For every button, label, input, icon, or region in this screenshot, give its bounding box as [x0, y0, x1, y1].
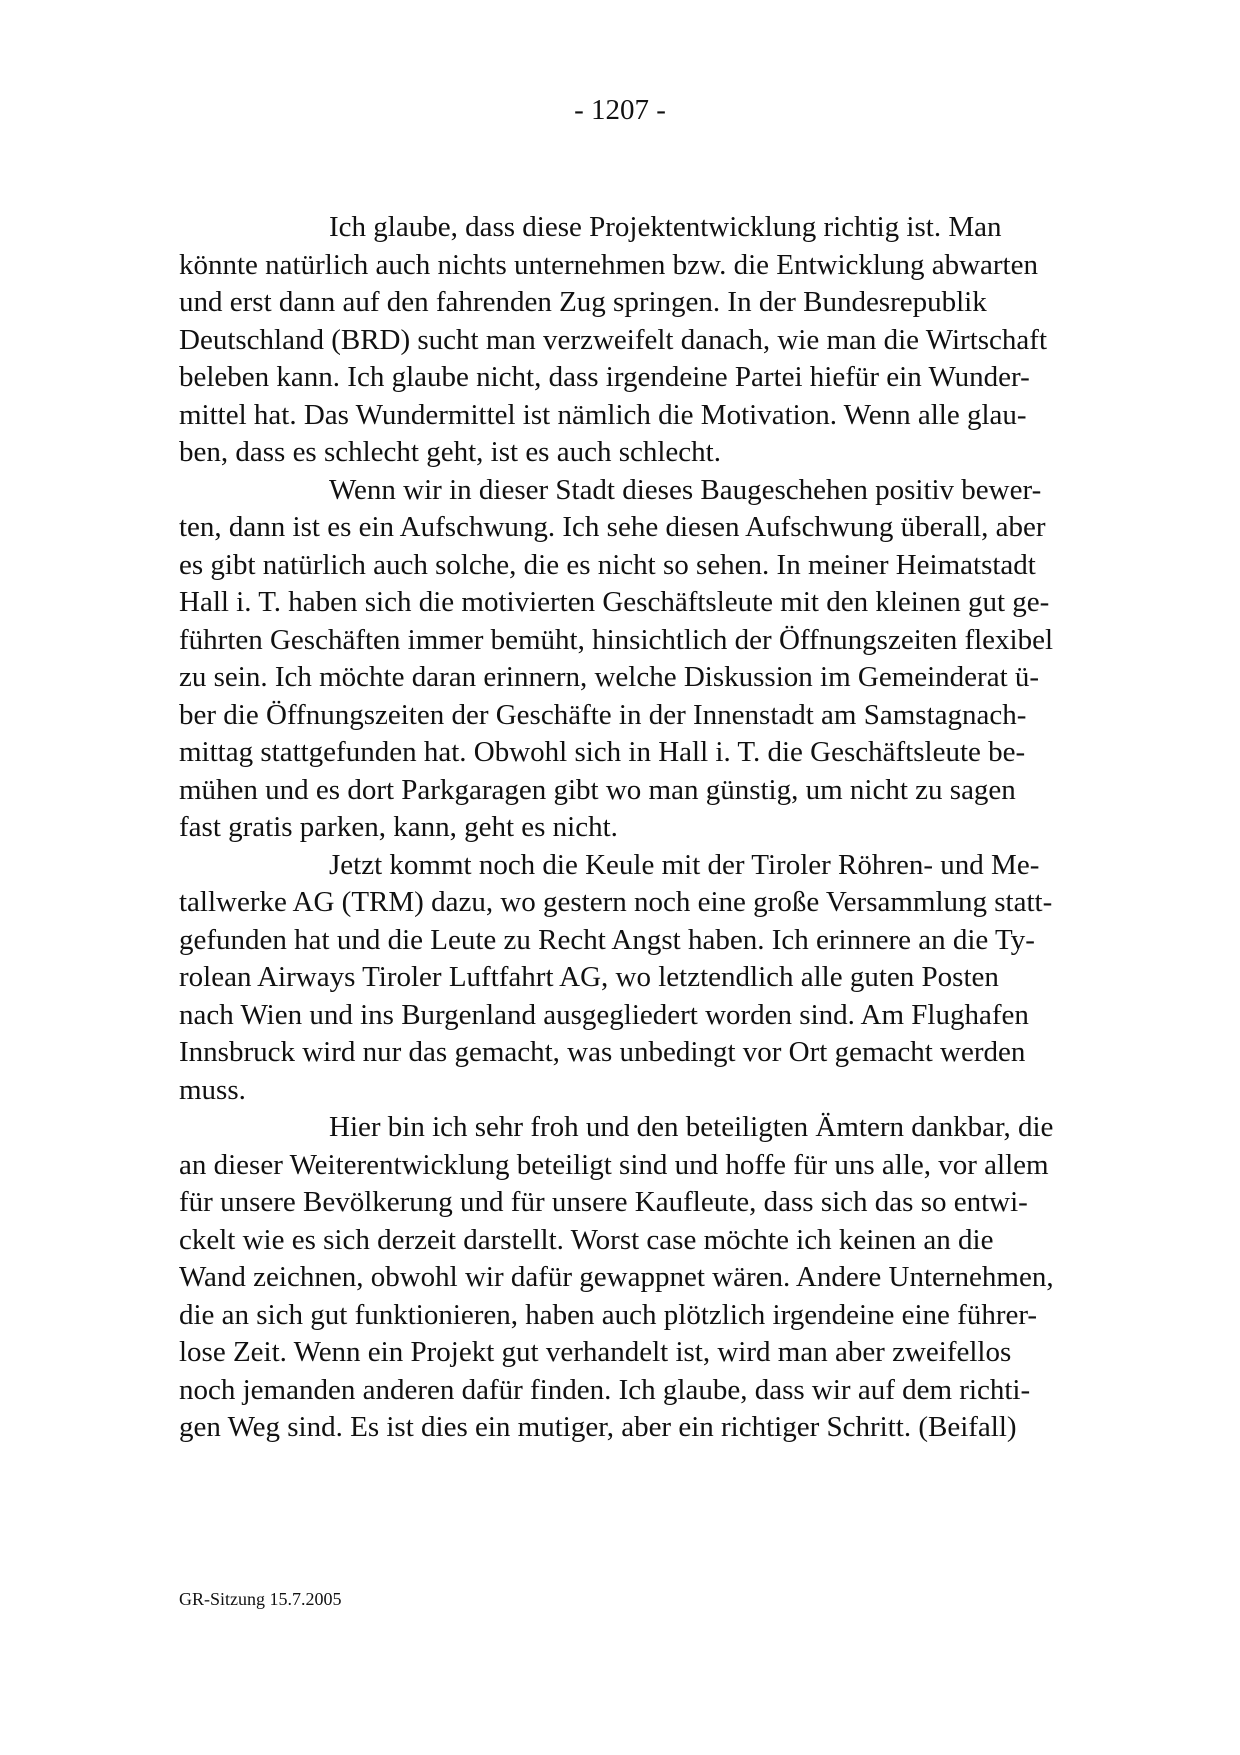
text-line: gen Weg sind. Es ist dies ein mutiger, aber ein richtiger Schritt. (Beifall) — [179, 1411, 1017, 1443]
text-line: Ich glaube, dass diese Projektentwicklung richtig ist. Man — [329, 211, 1002, 243]
text-line: fast gratis parken, kann, geht es nicht. — [179, 811, 618, 843]
text-line: beleben kann. Ich glaube nicht, dass irgendeine Partei hiefür ein Wunder- — [179, 361, 1030, 393]
text-line: noch jemanden anderen dafür finden. Ich glaube, dass wir auf dem richti- — [179, 1373, 1031, 1406]
text-line: mühen und es dort Parkgaragen gibt wo man günstig, um nicht zu sagen — [179, 773, 1016, 806]
text-line: mittel hat. Das Wundermittel ist nämlich die Motivation. Wenn alle glau- — [179, 398, 1027, 431]
text-line: ben, dass es schlecht geht, ist es auch schlecht. — [179, 436, 721, 468]
text-line: gefunden hat und die Leute zu Recht Angst haben. Ich erinnere an die Ty- — [179, 923, 1035, 956]
text-line: an dieser Weiterentwicklung beteiligt sind und hoffe für uns alle, vor allem — [179, 1148, 1049, 1181]
text-line: ckelt wie es sich derzeit darstellt. Worst case möchte ich keinen an die — [179, 1223, 994, 1256]
body-text — [179, 209, 1069, 1447]
text-line: zu sein. Ich möchte daran erinnern, welche Diskussion im Gemeinderat ü- — [179, 661, 1040, 693]
text-line: und erst dann auf den fahrenden Zug springen. In der Bundesrepublik — [179, 286, 987, 318]
text-line: Jetzt kommt noch die Keule mit der Tiroler Röhren- und Me- — [329, 848, 1040, 881]
text-line: Wenn wir in dieser Stadt dieses Baugeschehen positiv bewer- — [329, 473, 1042, 506]
text-line: Wand zeichnen, obwohl wir dafür gewappnet wären. Andere Unternehmen, — [179, 1261, 1054, 1293]
text-line: die an sich gut funktionieren, haben auch plötzlich irgendeine eine führer- — [179, 1298, 1038, 1331]
footer-session-date: GR-Sitzung 15.7.2005 — [179, 1589, 342, 1609]
text-line: muss. — [179, 1073, 246, 1106]
text-line: ber die Öffnungszeiten der Geschäfte in der Innenstadt am Samstagnach- — [179, 698, 1027, 731]
text-line: mittag stattgefunden hat. Obwohl sich in Hall i. T. die Geschäftsleute be- — [179, 736, 1026, 768]
text-line: nach Wien und ins Burgenland ausgegliedert worden sind. Am Flughafen — [179, 998, 1029, 1031]
text-line: könnte natürlich auch nichts unternehmen bzw. die Entwicklung abwarten — [179, 248, 1038, 281]
text-line: tallwerke AG (TRM) dazu, wo gestern noch eine große Versammlung statt- — [179, 886, 1053, 918]
text-line: lose Zeit. Wenn ein Projekt gut verhandelt ist, wird man aber zweifellos — [179, 1336, 1012, 1368]
paragraph-4 — [179, 1109, 1069, 1447]
text-line: Hall i. T. haben sich die motivierten Geschäftsleute mit den kleinen gut ge- — [179, 586, 1050, 618]
text-line: führten Geschäften immer bemüht, hinsichtlich der Öffnungszeiten flexibel — [179, 623, 1054, 656]
text-line: Deutschland (BRD) sucht man verzweifelt danach, wie man die Wirtschaft — [179, 323, 1048, 356]
text-line: rolean Airways Tiroler Luftfahrt AG, wo letztendlich alle guten Posten — [179, 961, 999, 993]
text-line: Hier bin ich sehr froh und den beteiligten Ämtern dankbar, die — [329, 1111, 1054, 1143]
page-number: - 1207 - — [574, 94, 666, 126]
paragraph-1 — [179, 209, 1069, 472]
text-line: es gibt natürlich auch solche, die es nicht so sehen. In meiner Heimatstadt — [179, 548, 1036, 581]
paragraph-3 — [179, 847, 1069, 1110]
text-line: Innsbruck wird nur das gemacht, was unbedingt vor Ort gemacht werden — [179, 1036, 1026, 1068]
paragraph-2 — [179, 472, 1069, 847]
text-line: ten, dann ist es ein Aufschwung. Ich sehe diesen Aufschwung überall, aber — [179, 511, 1046, 543]
text-line: für unsere Bevölkerung und für unsere Kaufleute, dass sich das so entwi- — [179, 1186, 1028, 1218]
